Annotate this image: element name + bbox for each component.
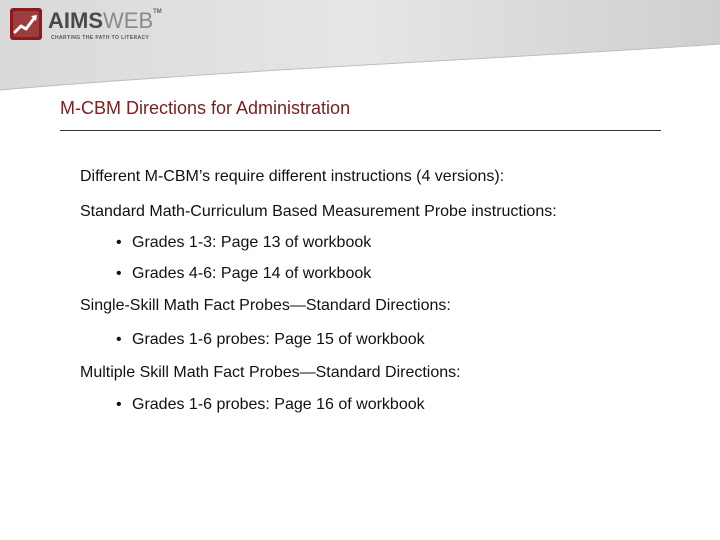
bullet-text: Grades 1-6 probes: Page 16 of workbook	[132, 396, 425, 413]
trademark: TM	[153, 9, 162, 15]
bullet-text: Grades 1-3: Page 13 of workbook	[132, 234, 372, 251]
bullet-icon: •	[116, 234, 122, 251]
bullet-text: Grades 4-6: Page 14 of workbook	[132, 265, 372, 282]
brand-tagline: CHARTING THE PATH TO LITERACY	[51, 35, 150, 41]
bullet-item	[116, 331, 425, 349]
aimsweb-logo	[10, 6, 170, 42]
brand-name	[48, 8, 162, 34]
intro-line: Different M-CBM’s require different instructions (4 versions):	[80, 168, 505, 185]
bullet-icon: •	[116, 331, 122, 348]
slide-title: M-CBM Directions for Administration	[60, 98, 351, 118]
brand-part-2: WEB	[103, 8, 154, 33]
brand-part-1: AIMS	[48, 8, 103, 33]
bullet-icon: •	[116, 396, 122, 413]
bullet-item	[116, 396, 425, 414]
chart-arrow-logo-icon	[10, 8, 42, 40]
bullet-item	[116, 234, 371, 252]
bullet-text: Grades 1-6 probes: Page 15 of workbook	[132, 331, 425, 348]
bullet-icon: •	[116, 265, 122, 282]
section-heading: Multiple Skill Math Fact Probes—Standard Directions:	[80, 364, 461, 381]
title-divider	[60, 130, 661, 131]
bullet-item	[116, 265, 371, 283]
section-heading: Single-Skill Math Fact Probes—Standard Directions:	[80, 297, 451, 314]
section-heading: Standard Math-Curriculum Based Measurement Probe instructions:	[80, 203, 557, 220]
